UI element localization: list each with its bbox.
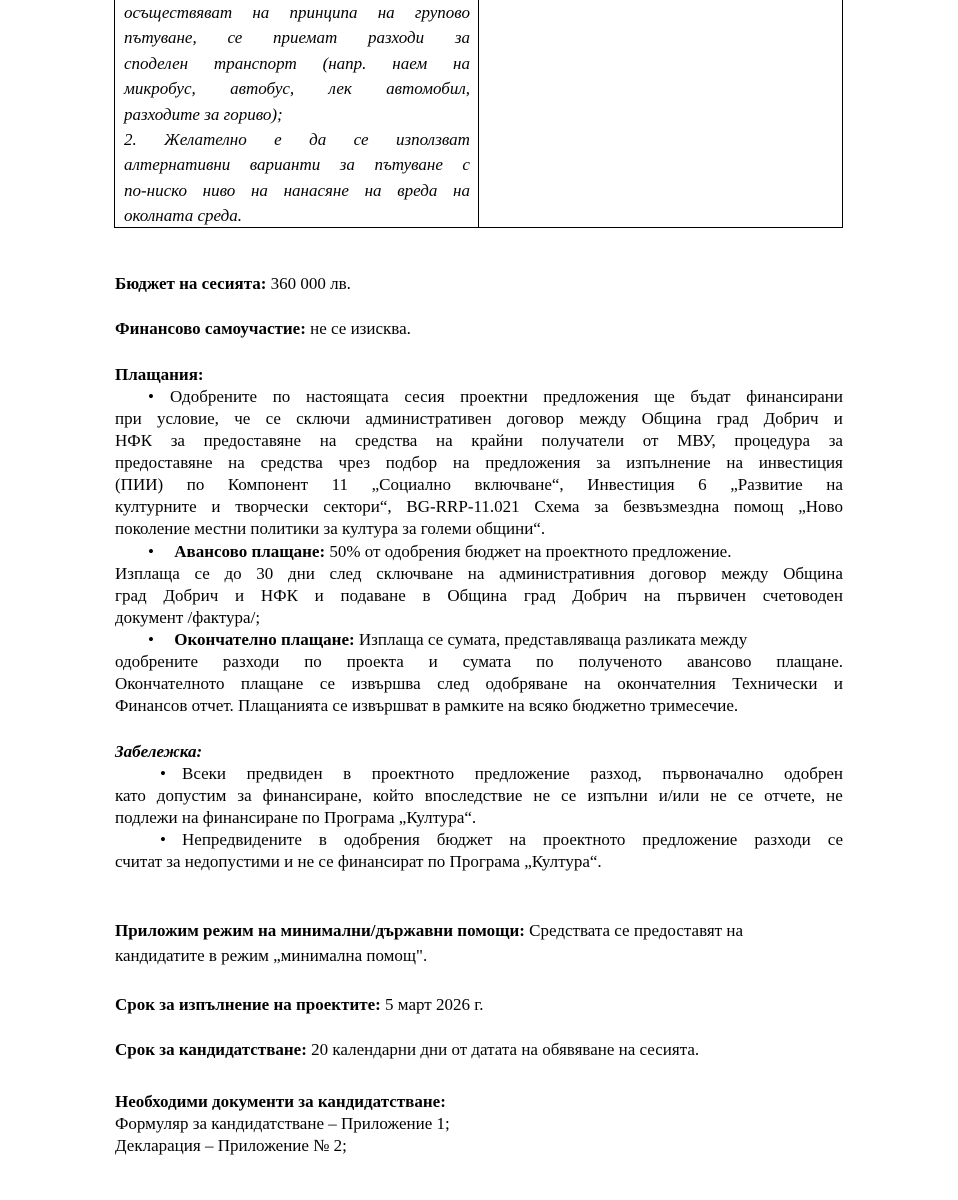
aid-regime — [115, 918, 843, 968]
advance-payment-label: Авансово плащане: — [174, 542, 326, 561]
payments-item-3 — [115, 629, 843, 717]
payments-item-2 — [115, 541, 843, 629]
documents-item: Декларация – Приложение № 2; — [115, 1136, 347, 1155]
cofinancing-label: Финансово самоучастие: — [115, 319, 306, 338]
payments-item-2-line: Изплаща се до 30 дни след сключване на административния договор между Община — [115, 564, 843, 583]
documents-item: Формуляр за кандидатстване – Приложение 1; — [115, 1114, 450, 1133]
budget-line — [115, 273, 843, 295]
final-payment-text: Изплаща се сумата, представляваща разликата между — [354, 630, 748, 649]
payments-item-1 — [115, 386, 843, 540]
advance-payment-text: 50% от одобрения бюджет на проектното предложение. — [325, 542, 732, 561]
deadline-projects-value: 5 март 2026 г. — [380, 995, 484, 1014]
bullet-icon: • — [148, 630, 154, 649]
aid-regime-text: Средствата се предоставят на — [524, 921, 744, 940]
table-line: алтернативни варианти за пътуване с — [124, 155, 470, 175]
budget-label: Бюджет на сесията: — [115, 274, 267, 293]
note-item-1-line: Всеки предвиден в проектното предложение разход, първоначално одобрен — [182, 764, 843, 783]
table-cell-right — [479, 0, 842, 227]
table-line: по-ниско ниво на нанасяне на вреда на — [124, 180, 470, 200]
bullet-icon: • — [148, 542, 154, 561]
payments-item-1-line: Одобрените по настоящата сесия проектни предложения ще бъдат финансирани — [170, 387, 843, 406]
note-item-2-line: Непредвидените в одобрения бюджет на проектното предложение разходи се — [182, 830, 843, 849]
payments-item-3-line: одобрените разходи по проекта и сумата по полученото авансово плащане. — [115, 652, 843, 671]
table-line: споделен транспорт (напр. наем на — [124, 53, 470, 73]
payments-heading: Плащания: — [115, 365, 204, 384]
cofinancing-value: не се изисква. — [305, 319, 411, 338]
aid-regime-line-2: кандидатите в режим „минимална помощ". — [115, 946, 428, 965]
payments-item-1-line: при условие, че се сключи административен договор между Община град Добрич и — [115, 409, 843, 428]
cofinancing-line — [115, 318, 843, 340]
deadline-apply-value: 20 календарни дни от датата на обявяване на сесията. — [306, 1040, 700, 1059]
table-line: 2. Желателно е да се използват — [124, 129, 470, 149]
aid-regime-label: Приложим режим на минимални/държавни помощи: — [115, 921, 525, 940]
payments-item-1-line: НФК за предоставяне на средства на крайни получатели от МВУ, процедура за — [115, 431, 843, 450]
payments-item-3-line: Финансов отчет. Плащанията се извършват в рамките на всяко бюджетно тримесечие. — [115, 696, 739, 715]
payments-item-2-line: документ /фактура/; — [115, 608, 261, 627]
bullet-icon: • — [148, 387, 154, 406]
deadline-apply-label: Срок за кандидатстване: — [115, 1040, 307, 1059]
table-fragment — [114, 0, 843, 228]
payments-item-2-line: град Добрич и НФК и подаване в Община град Добрич на първичен счетоводен — [115, 586, 843, 605]
deadline-projects-label: Срок за изпълнение на проектите: — [115, 995, 381, 1014]
deadline-projects-line — [115, 994, 843, 1016]
payments-item-1-line: предоставяне на средства чрез подбор на предложения за изпълнение на инвестиция — [115, 453, 843, 472]
note-item-2-line: считат за недопустими и не се финансират по Програма „Култура“. — [115, 852, 602, 871]
table-cell-left — [115, 0, 479, 227]
note-item-1-line: подлежи на финансиране по Програма „Култура“. — [115, 808, 477, 827]
table-line: пътуване, се приемат разходи за — [124, 28, 470, 48]
final-payment-label: Окончателно плащане: — [174, 630, 355, 649]
documents-heading: Необходими документи за кандидатстване: — [115, 1092, 446, 1111]
budget-value: 360 000 лв. — [266, 274, 351, 293]
payments-item-1-line: културните и творчески сектори“, BG-RRP-11.021 Схема за безвъзмездна помощ „Ново — [115, 497, 843, 516]
table-line: околната среда. — [124, 206, 242, 226]
note-item-1-line: като допустим за финансиране, който впоследствие не се изпълни и/или не се отчете, не — [115, 786, 843, 805]
table-line: микробус, автобус, лек автомобил, — [124, 79, 470, 99]
bullet-icon: • — [160, 830, 166, 849]
payments-item-1-line: (ПИИ) по Компонент 11 „Социално включване“, Инвестиция 6 „Развитие на — [115, 475, 843, 494]
bullet-icon: • — [160, 764, 166, 783]
deadline-apply-line — [115, 1039, 843, 1061]
payments-item-3-line: Окончателното плащане се извършва след одобряване на окончателния Технически и — [115, 674, 843, 693]
payments-item-1-line: поколение местни политики за култура за големи общини“. — [115, 519, 546, 538]
note-item-1 — [115, 763, 843, 829]
note-item-2 — [115, 829, 843, 873]
note-heading: Забележка: — [115, 742, 203, 761]
table-line: осъществяват на принципа на групово — [124, 3, 470, 22]
table-line: разходите за гориво); — [124, 104, 283, 124]
